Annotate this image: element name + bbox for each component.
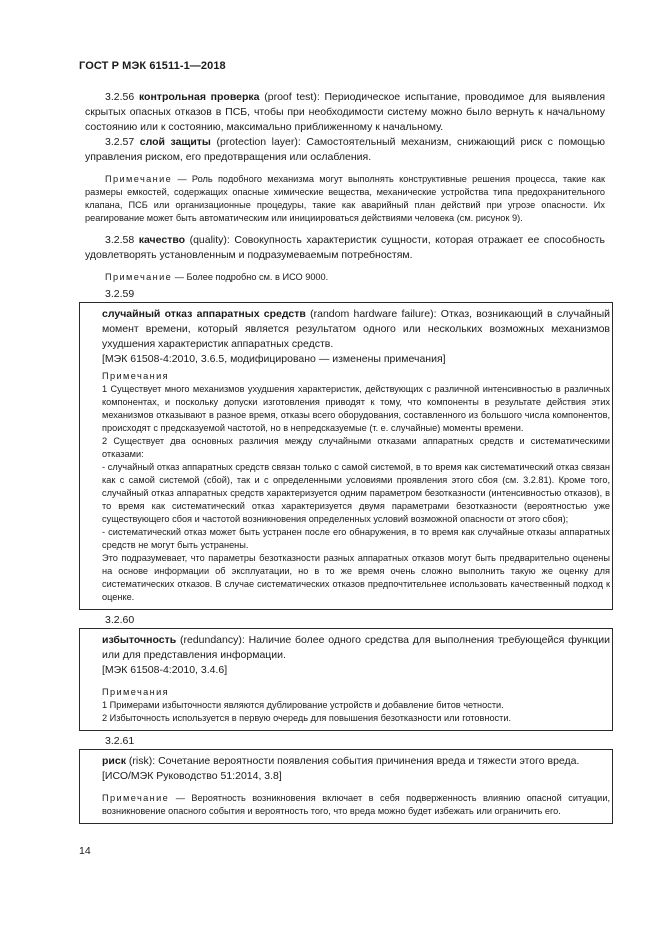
note-text: — Вероятность возникновения включает в себя подверженность влиянию опасной ситуации, возникновение опасного события и вероятность того, что вреда можно будет избежать или ограничить его. <box>102 793 611 816</box>
term-title: случайный отказ аппаратных средств <box>102 308 306 320</box>
term-3-2-59 <box>102 307 610 352</box>
term-definition: Наличие более одного средства для выполнения требующейся функции или для представления информации. <box>102 634 611 661</box>
term-3-2-56 <box>85 90 605 135</box>
term-english: (redundancy): <box>179 634 245 646</box>
note-2: 2 Существует два основных различия между случайными отказами аппаратных средств и систематическими отказами: <box>102 436 610 459</box>
term-english: (protection layer): <box>216 136 301 148</box>
term-3-2-61 <box>102 754 610 769</box>
term-3-2-58 <box>85 233 605 263</box>
term-english: (random hardware failure): <box>310 308 437 320</box>
note-label: Примечание <box>105 174 173 184</box>
term-box-3-2-61 <box>79 749 613 824</box>
page-number: 14 <box>79 845 91 857</box>
term-reference: [МЭК 61508-4:2010, 3.4.6] <box>102 664 228 676</box>
notes-label: Примечания <box>102 687 170 697</box>
term-number-3-2-60: 3.2.60 <box>105 614 135 626</box>
term-definition: Сочетание вероятности появления события причинения вреда и тяжести этого вреда. <box>158 755 580 767</box>
note-2: 2 Избыточность используется в первую очередь для повышения безотказности или готовности. <box>102 713 512 723</box>
note-2-item-1: - случайный отказ аппаратных средств связан только с самой системой, в то время как систематический отказ связан как с самой системой (сбой), так и с определенными условиями проявления этого сбоя (см. 3.2.81). Кроме того, случайный отказ аппаратных средств характеризуется одним параметром безотказности (интенсивностью отказов), в то время как систематический отказ характеризуется двумя параметрами безотказности (вероятностью уже существующего сбоя и частотой возникновения определенных условий возможной опасности от этого сбоя); <box>102 462 610 524</box>
term-reference: [ИСО/МЭК Руководство 51:2014, 3.8] <box>102 770 282 782</box>
note-3-2-58 <box>85 271 605 284</box>
term-title: качество <box>138 234 186 246</box>
term-3-2-57 <box>85 135 605 165</box>
term-title: контрольная проверка <box>138 91 260 103</box>
note-3-2-61 <box>102 792 610 818</box>
term-number: 3.2.56 <box>105 91 135 103</box>
term-number-3-2-61: 3.2.61 <box>105 735 135 747</box>
term-box-3-2-59 <box>79 302 613 610</box>
term-3-2-60 <box>102 633 610 663</box>
term-english: (risk): <box>128 755 156 767</box>
note-label: Примечание <box>105 272 173 282</box>
note-text: — Роль подобного механизма могут выполнять конструктивные решения процесса, такие как размеры емкостей, содержащих опасные химические вещества, механические устройства типа предохранительного клапана, ПСБ или организационные процедуры, такие как аварийный план действий при угрозе опасности. Их реагирование может быть автоматическим или инициироваться действиями человека (см. рисунок 9). <box>85 174 605 223</box>
term-reference: [МЭК 61508-4:2010, 3.6.5, модифицировано — изменены примечания] <box>102 353 446 365</box>
term-english: (proof test): <box>264 91 320 103</box>
page-content <box>85 90 611 824</box>
notes-label: Примечания <box>102 371 170 381</box>
term-title: риск <box>102 755 126 767</box>
term-number: 3.2.57 <box>105 136 135 148</box>
term-definition: Периодическое испытание, проводимое для выявления скрытых опасных отказов в ПСБ, чтобы при необходимости систему можно было вернуть к начальному состоянию или к состоянию, максимально приближенному к начальному. <box>85 91 606 133</box>
term-box-3-2-60 <box>79 628 613 731</box>
term-number-3-2-59: 3.2.59 <box>105 288 135 300</box>
term-definition: Отказ, возникающий в случайный момент времени, который является результатом одного или нескольких возможных механизмов ухудшения характеристик аппаратных средств. <box>102 308 610 350</box>
note-2-item-2: - систематический отказ может быть устранен после его обнаружения, в то время как случайные отказы аппаратных средств не могут быть устранены. <box>102 527 610 550</box>
term-title: слой защиты <box>139 136 211 148</box>
term-english: (quality): <box>189 234 230 246</box>
note-text: — Более подробно см. в ИСО 9000. <box>174 272 329 282</box>
page-header: ГОСТ Р МЭК 61511-1—2018 <box>79 60 226 72</box>
term-title: избыточность <box>102 634 177 646</box>
term-definition: Совокупность характеристик сущности, которая отражает ее способность удовлетворять установленным и подразумеваемым потребностям. <box>85 234 605 261</box>
note-3-2-57 <box>85 173 605 225</box>
term-definition: Самостоятельный механизм, снижающий риск с помощью управления риском, его предотвращения или ослабления. <box>85 136 605 163</box>
note-label: Примечание <box>102 793 170 803</box>
term-number: 3.2.58 <box>105 234 135 246</box>
note-1: 1 Примерами избыточности являются дублирование устройств и добавление битов четности. <box>102 700 504 710</box>
note-1: 1 Существует много механизмов ухудшения характеристик, действующих с различной интенсивностью в различных компонентах, и поскольку допуски изготовления приводят к тому, что компоненты в результате действия этих механизмов отказывают в разное время, отказы всего оборудования, составленного из большого числа компонентов, происходят с предсказуемой частотой, но в непредсказуемые (т. е. случайные) моменты времени. <box>102 384 610 433</box>
note-2-conclusion: Это подразумевает, что параметры безотказности разных аппаратных отказов могут быть предварительно оценены на основе информации об эксплуатации, но в то же время очень сложно выполнить такую же оценку для систематических отказов. В случае систематических отказов предпочтительнее использовать качественный подход к оценке. <box>102 553 610 602</box>
